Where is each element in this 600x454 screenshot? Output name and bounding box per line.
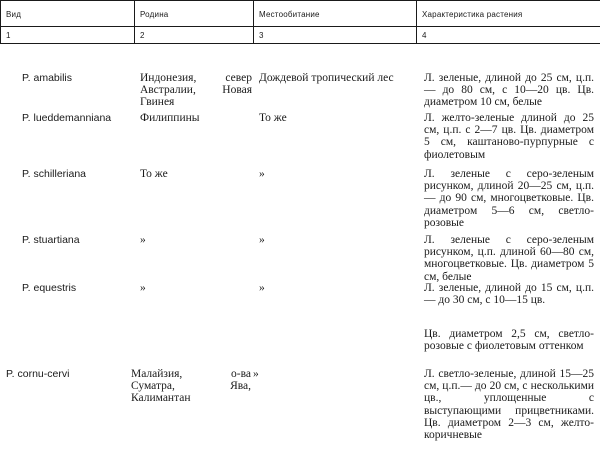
species-name: P. schilleriana bbox=[22, 168, 87, 180]
species-name: P. amabilis bbox=[22, 72, 72, 84]
habitat-cell: То же bbox=[259, 112, 287, 124]
header-habitat: Местообитание bbox=[259, 10, 320, 19]
header-description: Характеристика растения bbox=[422, 10, 523, 19]
habitat-cell: » bbox=[259, 282, 265, 294]
column-number-3: 3 bbox=[259, 31, 264, 40]
table-top-border bbox=[0, 0, 600, 1]
description-continuation: Цв. диаметром 2,5 см, светло-розовые с фиолетовым оттенком bbox=[424, 328, 594, 353]
header-species: Вид bbox=[6, 10, 22, 19]
description-cell: Л. зеленые, длиной до 25 см, ц.п. — до 80 см, с 10—20 цв. Цв. диаметром 10 см, белые bbox=[424, 72, 594, 109]
homeland-cell: То же bbox=[140, 168, 168, 180]
column-border-left bbox=[0, 0, 1, 44]
homeland-cell: » bbox=[140, 234, 146, 246]
species-name: P. lueddemanniana bbox=[22, 112, 112, 124]
description-cell: Л. желто-зеленые длиной до 25 см, ц.п. с 2—7 цв. Цв. диаметром 5 см, каштаново-пурпурные с фиолетовым bbox=[424, 112, 594, 161]
number-row-divider bbox=[0, 43, 600, 44]
description-cell: Л. зеленые, длиной до 15 см, ц.п.— до 30 см, с 10—15 цв. bbox=[424, 282, 594, 307]
column-border-3 bbox=[416, 0, 417, 44]
homeland-cell: » bbox=[140, 282, 146, 294]
homeland-cell: Филиппины bbox=[140, 112, 200, 124]
column-number-4: 4 bbox=[422, 31, 427, 40]
header-divider bbox=[0, 26, 600, 27]
homeland-cell: Малайзия, о-ва Суматра, Ява, Калимантан bbox=[131, 368, 251, 405]
habitat-cell: » bbox=[253, 368, 259, 380]
description-cell: Л. зеленые с серо-зеленым рисунком, ц.п. длиной 60—80 см, многоцветковые. Цв. диаметром 5 см, белые bbox=[424, 234, 594, 283]
species-name: P. stuartiana bbox=[22, 234, 80, 246]
habitat-cell: Дождевой тропический лес bbox=[259, 72, 394, 84]
header-homeland: Родина bbox=[140, 10, 169, 19]
habitat-cell: » bbox=[259, 234, 265, 246]
description-cell: Л. светло-зеленые, длиной 15—25 см, ц.п.— до 20 см, с несколькими цв., уплощенные с выступающими прицветниками. Цв. диаметром 2—3 см, желто-коричневые bbox=[424, 368, 594, 442]
column-border-2 bbox=[253, 0, 254, 44]
description-cell: Л. зеленые с серо-зеленым рисунком, длиной 20—25 см, ц.п.— до 90 см, многоцветковые. Цв. диаметром 5—6 см, светло-розовые bbox=[424, 168, 594, 229]
habitat-cell: » bbox=[259, 168, 265, 180]
column-border-1 bbox=[134, 0, 135, 44]
species-name: P. cornu-cervi bbox=[6, 368, 70, 380]
column-number-1: 1 bbox=[6, 31, 11, 40]
column-number-2: 2 bbox=[140, 31, 145, 40]
homeland-cell: Индонезия, север Австралии, Новая Гвинея bbox=[140, 72, 252, 109]
species-name: P. equestris bbox=[22, 282, 77, 294]
